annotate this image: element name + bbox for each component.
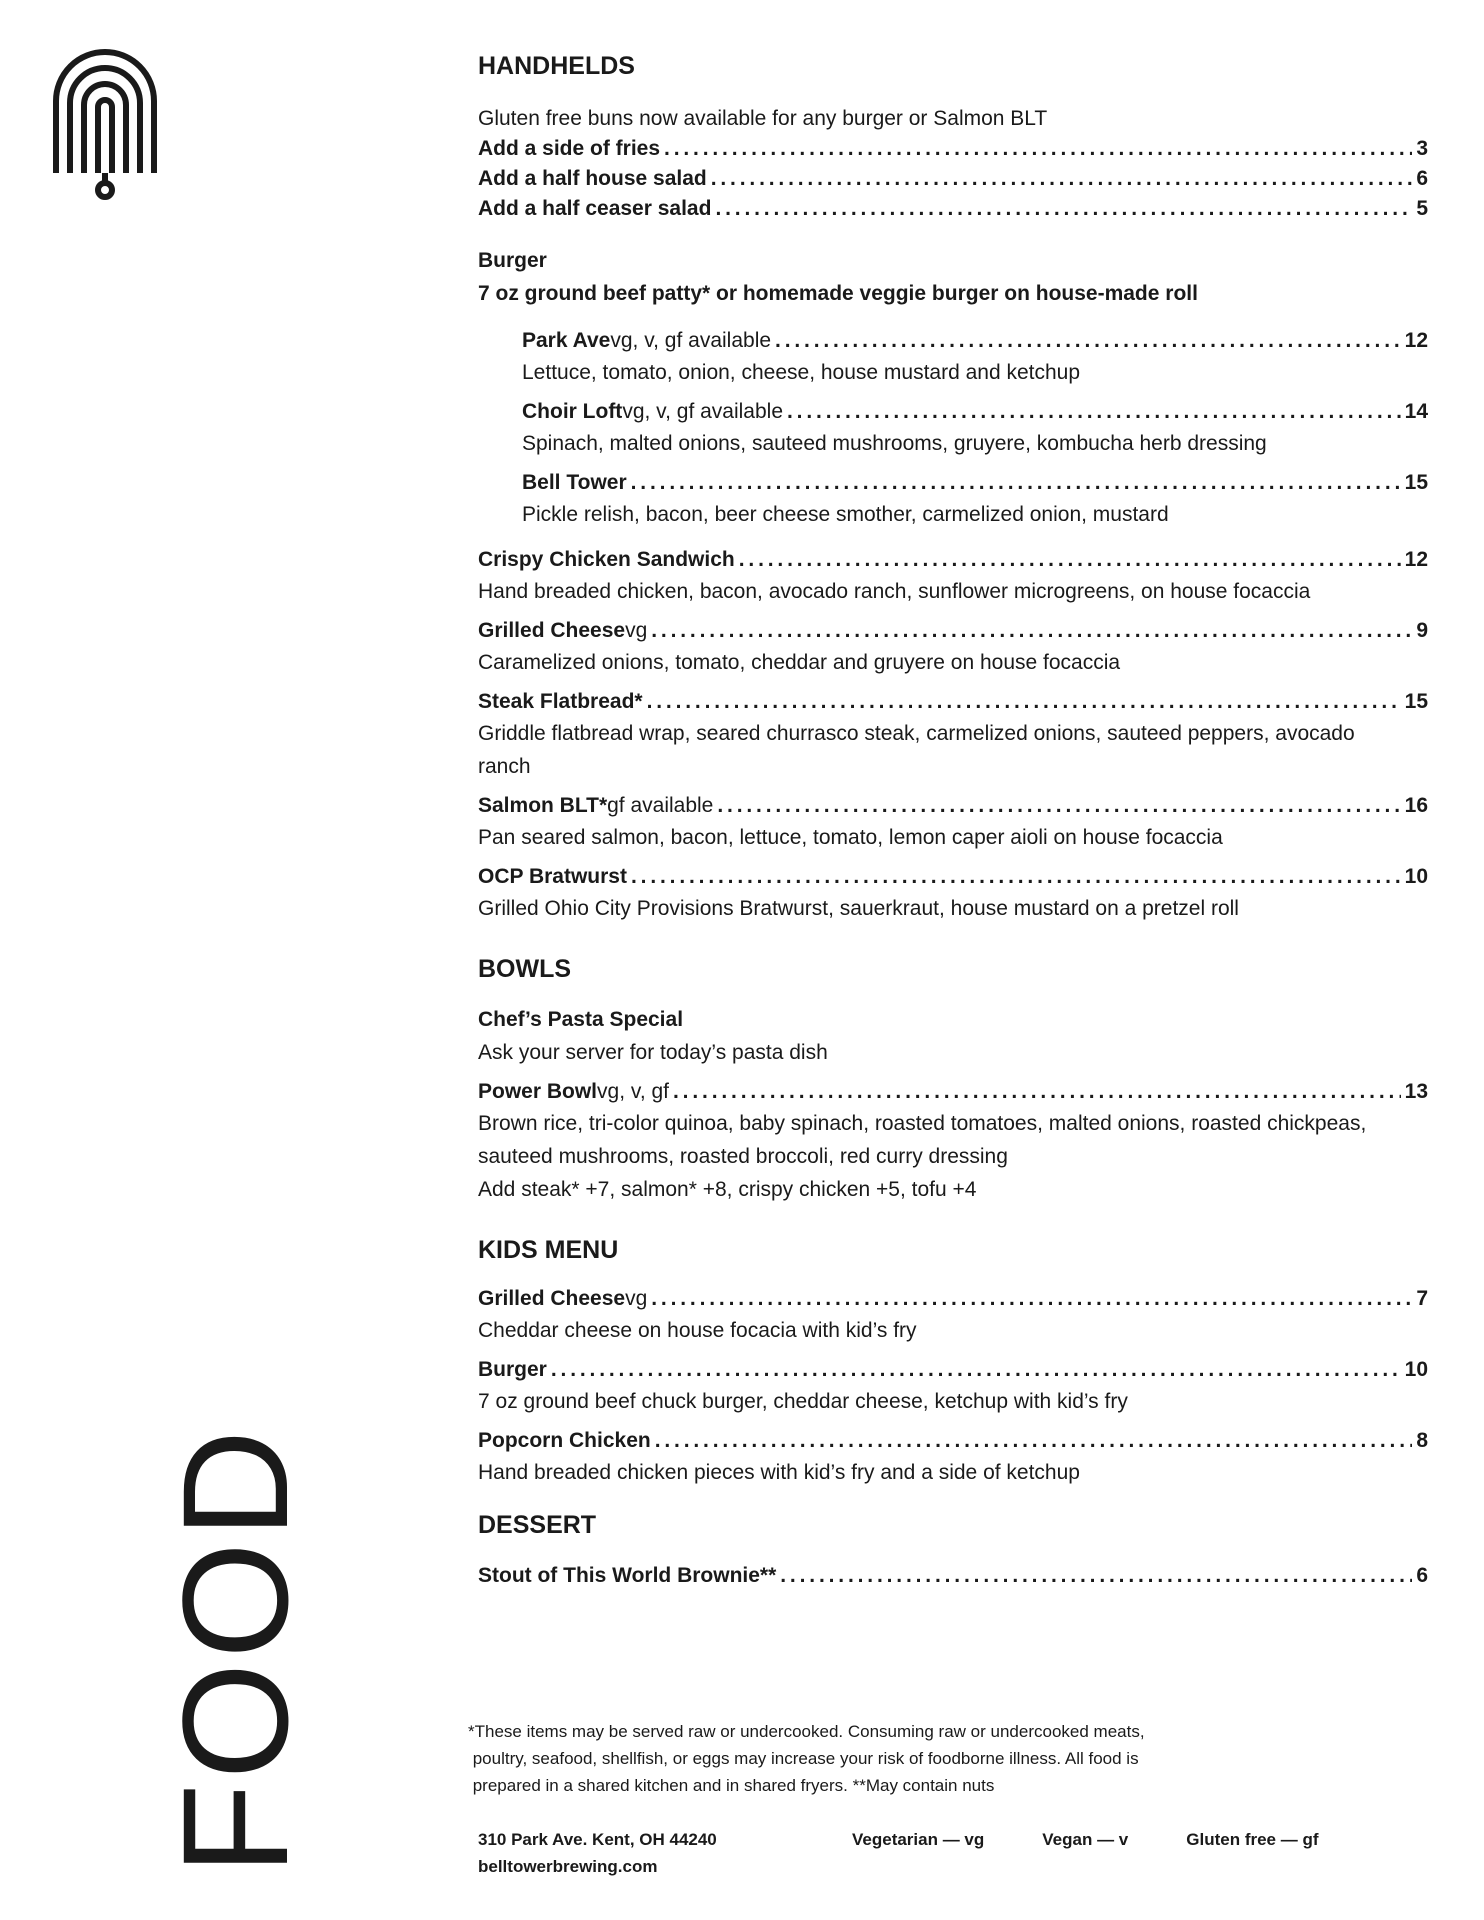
menu-item-row bbox=[478, 164, 1428, 194]
section-title: KIDS MENU bbox=[478, 1236, 619, 1264]
section-title: HANDHELDS bbox=[478, 52, 635, 80]
item-description: Cheddar cheese on house focacia with kid’s fry bbox=[478, 1319, 917, 1342]
item-name: Chef’s Pasta Special bbox=[478, 1008, 684, 1031]
item-name: Power Bowl bbox=[478, 1080, 598, 1103]
item-description: Lettuce, tomato, onion, cheese, house mustard and ketchup bbox=[522, 361, 1081, 384]
menu-item-row bbox=[478, 1077, 1428, 1107]
dot-leader bbox=[651, 616, 1412, 646]
item-name: Add a half ceaser salad bbox=[478, 197, 712, 220]
bowls-section bbox=[478, 951, 1428, 1206]
item-description: Pickle relish, bacon, beer cheese smother, carmelized onion, mustard bbox=[522, 503, 1169, 526]
item-description: Hand breaded chicken pieces with kid’s fry and a side of ketchup bbox=[478, 1461, 1080, 1484]
legend-vegan: Vegan — v bbox=[1042, 1830, 1129, 1849]
item-name: Steak Flatbread* bbox=[478, 690, 643, 713]
item-price: 15 bbox=[1404, 471, 1428, 494]
dot-leader bbox=[631, 468, 1401, 498]
item-name: Popcorn Chicken bbox=[478, 1429, 651, 1452]
menu-item-row bbox=[478, 862, 1428, 892]
dot-leader bbox=[787, 397, 1401, 427]
dot-leader bbox=[780, 1561, 1412, 1591]
item-addons: Add steak* +7, salmon* +8, crispy chicken +5, tofu +4 bbox=[478, 1178, 977, 1201]
item-price: 5 bbox=[1416, 197, 1428, 220]
street-address: 310 Park Ave. Kent, OH 44240 bbox=[478, 1830, 717, 1849]
food-vertical-title: FOOD bbox=[151, 1425, 319, 1875]
item-price: 3 bbox=[1416, 137, 1428, 160]
handheld-item-list bbox=[478, 545, 1428, 925]
menu-item-row bbox=[478, 194, 1428, 224]
dot-leader bbox=[717, 791, 1400, 821]
item-description: Grilled Ohio City Provisions Bratwurst, sauerkraut, house mustard on a pretzel roll bbox=[478, 897, 1239, 920]
dot-leader bbox=[673, 1077, 1401, 1107]
gluten-free-note: Gluten free buns now available for any burger or Salmon BLT bbox=[478, 107, 1048, 130]
menu-item bbox=[478, 616, 1428, 679]
menu-item-row bbox=[478, 616, 1428, 646]
dot-leader bbox=[551, 1355, 1401, 1385]
menu-item bbox=[522, 468, 1428, 531]
menu-item bbox=[478, 1426, 1428, 1489]
menu-item bbox=[522, 397, 1428, 460]
dot-leader bbox=[715, 194, 1412, 224]
menu-item-row bbox=[478, 1355, 1428, 1385]
item-description: Hand breaded chicken, bacon, avocado ranch, sunflower microgreens, on house focaccia bbox=[478, 580, 1311, 603]
menu-item bbox=[478, 545, 1428, 608]
menu-item-row bbox=[478, 791, 1428, 821]
item-name: Grilled Cheese bbox=[478, 1287, 626, 1310]
item-dietary-tag: vg bbox=[625, 619, 648, 642]
menu-item-row bbox=[478, 1284, 1428, 1314]
menu-item-row bbox=[478, 687, 1428, 717]
section-title: BOWLS bbox=[478, 955, 572, 983]
legend-gluten-free: Gluten free — gf bbox=[1186, 1830, 1319, 1849]
footnote-line: *These items may be served raw or undercooked. Consuming raw or undercooked meats, bbox=[468, 1722, 1145, 1741]
menu-item bbox=[478, 1003, 1428, 1069]
dietary-legend bbox=[852, 1826, 1319, 1853]
item-name: Salmon BLT* bbox=[478, 794, 608, 817]
dot-leader bbox=[655, 1426, 1413, 1456]
item-dietary-tag: vg, v, gf available bbox=[610, 329, 772, 352]
item-price: 13 bbox=[1404, 1080, 1428, 1103]
burger-subheading: 7 oz ground beef patty* or homemade veggie burger on house-made roll bbox=[478, 282, 1198, 305]
menu-item-row bbox=[478, 1426, 1428, 1456]
dot-leader bbox=[647, 687, 1401, 717]
item-price: 12 bbox=[1404, 329, 1428, 352]
item-price: 7 bbox=[1416, 1287, 1428, 1310]
item-price: 6 bbox=[1416, 167, 1428, 190]
legend-vegetarian: Vegetarian — vg bbox=[852, 1830, 985, 1849]
menu-item bbox=[478, 1284, 1428, 1347]
item-price: 8 bbox=[1416, 1429, 1428, 1452]
brewery-logo-icon bbox=[50, 45, 160, 205]
addon-list bbox=[478, 134, 1428, 224]
item-description: Pan seared salmon, bacon, lettuce, tomato, lemon caper aioli on house focaccia bbox=[478, 826, 1223, 849]
menu-content bbox=[478, 48, 1428, 1591]
item-dietary-tag: vg, v, gf bbox=[597, 1080, 670, 1103]
item-price: 9 bbox=[1416, 619, 1428, 642]
address-block bbox=[478, 1826, 717, 1880]
item-price: 12 bbox=[1404, 548, 1428, 571]
menu-item-row bbox=[522, 326, 1428, 356]
item-description: Caramelized onions, tomato, cheddar and gruyere on house focaccia bbox=[478, 651, 1121, 674]
dot-leader bbox=[631, 862, 1401, 892]
dot-leader bbox=[664, 134, 1412, 164]
allergen-footnote bbox=[468, 1718, 1268, 1799]
kids-menu-section bbox=[478, 1232, 1428, 1489]
item-description: Ask your server for today’s pasta dish bbox=[478, 1041, 828, 1064]
item-price: 16 bbox=[1404, 794, 1428, 817]
item-name: Choir Loft bbox=[522, 400, 623, 423]
item-price: 14 bbox=[1404, 400, 1428, 423]
dot-leader bbox=[651, 1284, 1412, 1314]
menu-item bbox=[478, 1355, 1428, 1418]
menu-item-row bbox=[522, 468, 1428, 498]
item-dietary-tag: vg bbox=[625, 1287, 648, 1310]
item-name: Crispy Chicken Sandwich bbox=[478, 548, 735, 571]
item-price: 10 bbox=[1404, 865, 1428, 888]
item-description: Brown rice, tri-color quinoa, baby spinach, roasted tomatoes, malted onions, roasted chickpeas, sauteed mushrooms, roasted broccoli, red curry dressing bbox=[478, 1112, 1367, 1168]
item-name: Add a side of fries bbox=[478, 137, 661, 160]
item-name: Stout of This World Brownie** bbox=[478, 1564, 777, 1587]
section-title: DESSERT bbox=[478, 1511, 597, 1539]
footnote-line: poultry, seafood, shellfish, or eggs may increase your risk of foodborne illness. All food is bbox=[468, 1749, 1139, 1768]
dot-leader bbox=[739, 545, 1401, 575]
footnote-line: prepared in a shared kitchen and in shared fryers. **May contain nuts bbox=[468, 1776, 995, 1795]
item-name: Bell Tower bbox=[522, 471, 627, 494]
item-name: Add a half house salad bbox=[478, 167, 707, 190]
item-dietary-tag: vg, v, gf available bbox=[622, 400, 784, 423]
menu-item bbox=[478, 1077, 1428, 1206]
item-name: Burger bbox=[478, 1358, 547, 1381]
kids-item-list bbox=[478, 1284, 1428, 1489]
item-price: 6 bbox=[1416, 1564, 1428, 1587]
burger-heading: Burger bbox=[478, 249, 547, 272]
menu-item-row bbox=[478, 134, 1428, 164]
menu-item bbox=[478, 687, 1428, 783]
item-description: 7 oz ground beef chuck burger, cheddar cheese, ketchup with kid’s fry bbox=[478, 1390, 1128, 1413]
item-price: 15 bbox=[1404, 690, 1428, 713]
handhelds-section bbox=[478, 48, 1428, 925]
item-description: Spinach, malted onions, sauteed mushrooms, gruyere, kombucha herb dressing bbox=[522, 432, 1267, 455]
burger-list bbox=[522, 326, 1428, 531]
menu-item bbox=[522, 326, 1428, 389]
item-name: OCP Bratwurst bbox=[478, 865, 627, 888]
item-name: Park Ave bbox=[522, 329, 611, 352]
dessert-section bbox=[478, 1507, 1428, 1591]
item-name: Grilled Cheese bbox=[478, 619, 626, 642]
dot-leader bbox=[711, 164, 1413, 194]
dot-leader bbox=[775, 326, 1401, 356]
item-dietary-tag: gf available bbox=[607, 794, 714, 817]
menu-item bbox=[478, 791, 1428, 854]
website-link[interactable]: belltowerbrewing.com bbox=[478, 1857, 658, 1876]
item-description: Griddle flatbread wrap, seared churrasco steak, carmelized onions, sauteed peppers, avocado ranch bbox=[478, 722, 1355, 778]
menu-item-row bbox=[522, 397, 1428, 427]
menu-item-row bbox=[478, 545, 1428, 575]
menu-item bbox=[478, 862, 1428, 925]
menu-item-row bbox=[478, 1561, 1428, 1591]
item-price: 10 bbox=[1404, 1358, 1428, 1381]
